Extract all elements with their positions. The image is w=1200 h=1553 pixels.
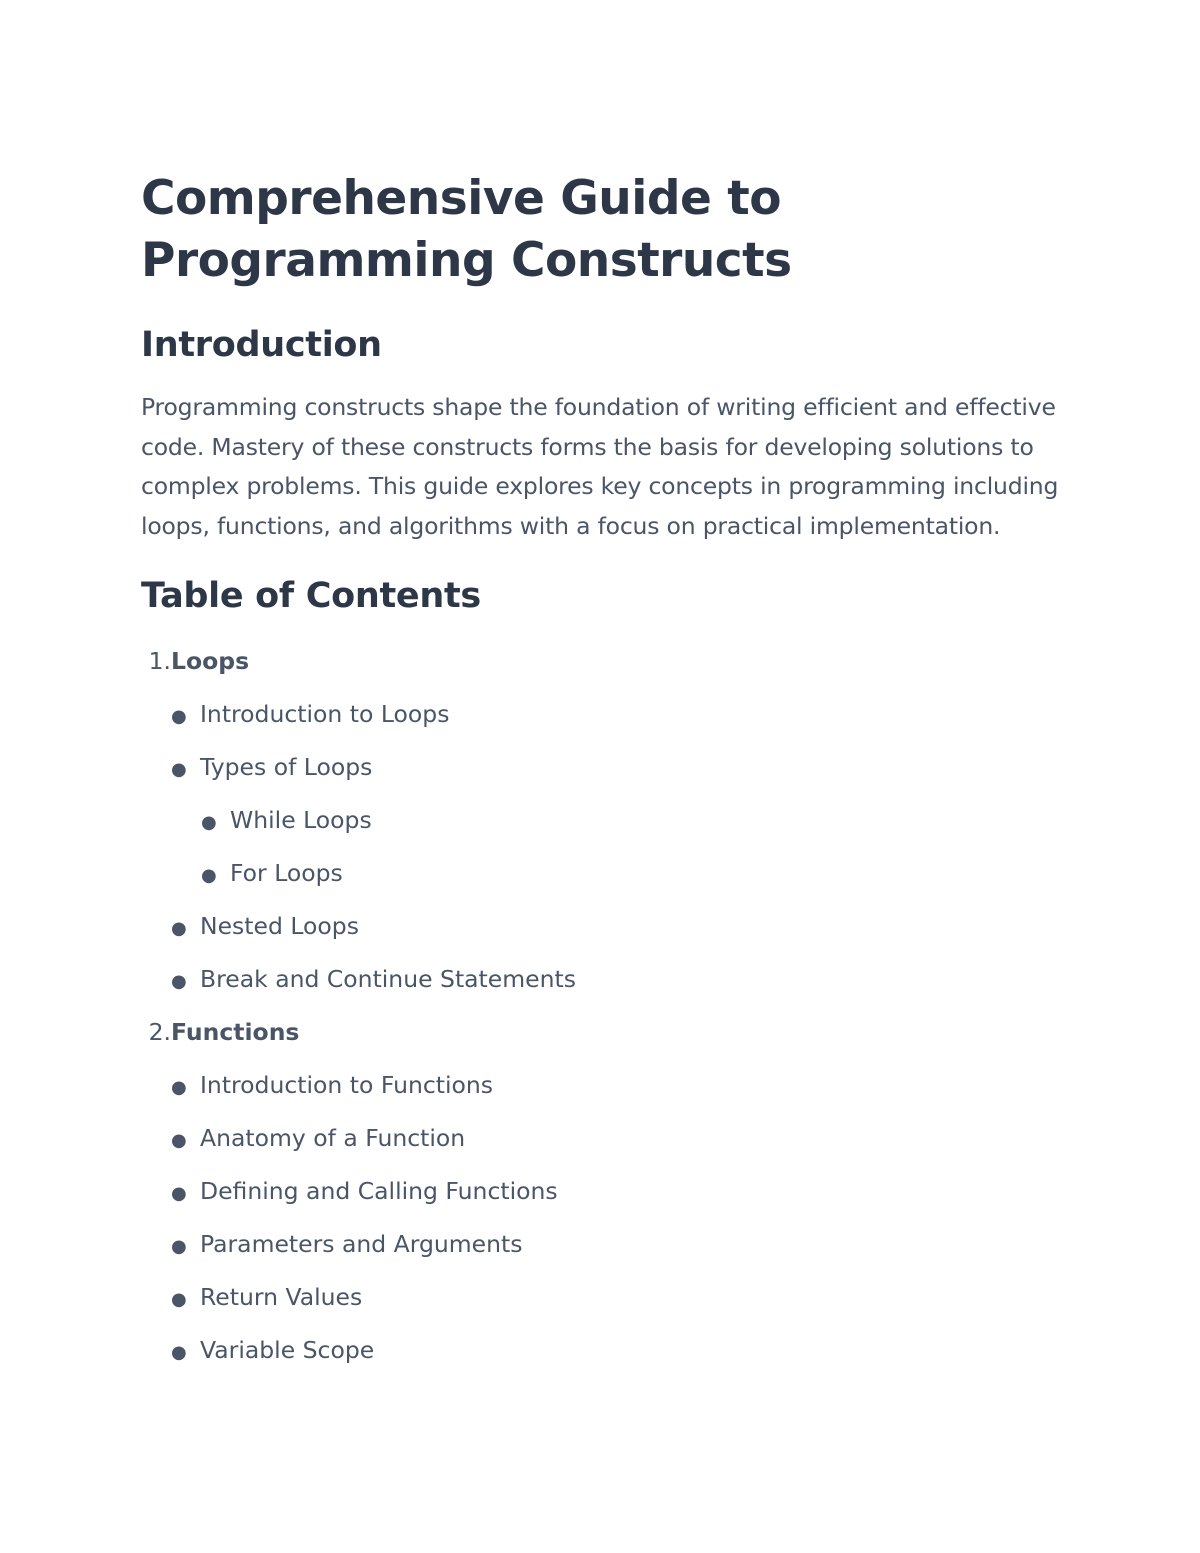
toc-section-header	[141, 643, 1071, 696]
toc-subsection-list	[141, 696, 1071, 1014]
toc-section-header	[141, 1014, 1071, 1067]
toc-section-number: 2.	[148, 1018, 171, 1047]
toc-section-title: Functions	[171, 1018, 300, 1047]
toc-section-title: Loops	[171, 647, 250, 676]
toc-item-label: While Loops	[230, 806, 372, 835]
toc-item-label: Types of Loops	[200, 753, 373, 782]
toc-item-label: Parameters and Arguments	[200, 1230, 523, 1259]
bullet-icon: ●	[171, 706, 187, 728]
table-of-contents	[141, 643, 1071, 1385]
introduction-heading: Introduction	[141, 325, 382, 365]
list-item	[171, 961, 1071, 1014]
list-item	[171, 1120, 1071, 1173]
list-item	[201, 855, 1071, 908]
toc-item-label: Variable Scope	[200, 1336, 375, 1365]
list-item	[171, 1067, 1071, 1120]
bullet-icon: ●	[201, 865, 217, 887]
toc-item-label: Anatomy of a Function	[200, 1124, 466, 1153]
toc-item-label: For Loops	[230, 859, 343, 888]
document-page	[141, 168, 1071, 1385]
toc-item-label: Nested Loops	[200, 912, 359, 941]
toc-item-label: Introduction to Functions	[200, 1071, 494, 1100]
bullet-icon: ●	[171, 759, 187, 781]
bullet-icon: ●	[171, 971, 187, 993]
bullet-icon: ●	[171, 1289, 187, 1311]
list-item	[171, 1279, 1071, 1332]
bullet-icon: ●	[171, 918, 187, 940]
list-item	[201, 802, 1071, 855]
bullet-icon: ●	[171, 1130, 187, 1152]
toc-section-number: 1.	[148, 647, 171, 676]
toc-nested-list	[171, 802, 1071, 908]
bullet-icon: ●	[171, 1236, 187, 1258]
toc-item-label: Break and Continue Statements	[200, 965, 576, 994]
list-item	[171, 1332, 1071, 1385]
bullet-icon: ●	[171, 1077, 187, 1099]
bullet-icon: ●	[201, 812, 217, 834]
bullet-icon: ●	[171, 1342, 187, 1364]
list-item	[171, 1226, 1071, 1279]
toc-section-loops	[141, 643, 1071, 1014]
bullet-icon: ●	[171, 1183, 187, 1205]
list-item	[171, 749, 1071, 908]
list-item	[171, 1173, 1071, 1226]
toc-item-label: Return Values	[200, 1283, 363, 1312]
document-title: Comprehensive Guide to Programming Constructs	[141, 171, 792, 288]
introduction-paragraph: Programming constructs shape the foundation of writing efficient and effective code. Mastery of these constructs forms the basis for developing solutions to complex problems. This guide explores key concepts in programming including loops, functions, and algorithms with a focus on practical implementation.	[141, 393, 1059, 540]
toc-item-label: Defining and Calling Functions	[200, 1177, 558, 1206]
toc-heading: Table of Contents	[141, 576, 481, 617]
toc-subsection-list	[141, 1067, 1071, 1385]
toc-item-label: Introduction to Loops	[200, 700, 450, 729]
list-item	[171, 908, 1071, 961]
toc-section-functions	[141, 1014, 1071, 1385]
list-item	[171, 696, 1071, 749]
